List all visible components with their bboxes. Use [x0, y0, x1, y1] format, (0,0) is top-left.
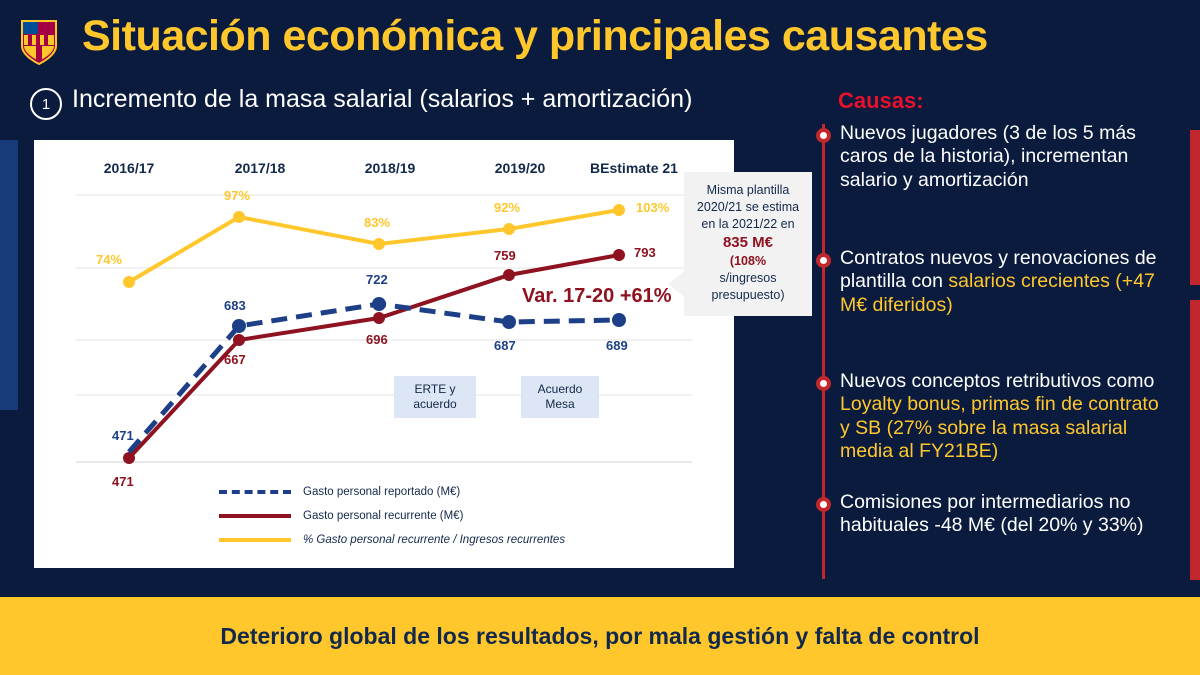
legend-item-recurrent	[219, 504, 565, 528]
cause-item-0	[840, 122, 1170, 192]
estimate-callout	[684, 172, 812, 316]
cause-bullet-0-icon	[816, 128, 831, 143]
chart-x-label-2: 2018/19	[364, 160, 416, 176]
chart-panel	[34, 140, 734, 568]
chart-legend	[219, 480, 565, 552]
chart-point-label-reported-4: 689	[606, 338, 628, 353]
legend-label-recurrent: Gasto personal recurrente (M€)	[303, 510, 464, 522]
legend-swatch-yellow-icon	[219, 538, 291, 542]
chart-point-label-pct-2: 83%	[364, 215, 391, 230]
erte-annotation	[394, 376, 476, 418]
legend-item-pct	[219, 528, 565, 552]
cause-item-1-highlight: salarios crecientes (+47 M€ diferidos)	[840, 270, 1155, 316]
chart-x-label-4: BEstimate 21	[590, 160, 678, 176]
chart-x-label-3: 2019/20	[494, 160, 546, 176]
chart-point-label-pct-3: 92%	[494, 200, 521, 215]
chart-point-label-recurrent-0: 471	[112, 474, 134, 489]
chart-point-label-reported-1: 683	[224, 298, 246, 313]
variation-annotation: Var. 17-20 +61%	[522, 285, 672, 307]
legend-label-pct: % Gasto personal recurrente / Ingresos recurrentes	[303, 534, 566, 546]
chart-point-label-reported-3: 687	[494, 338, 516, 353]
estimate-callout-note: s/ingresos presupuesto)	[711, 270, 785, 302]
right-accent-bar-top	[1190, 130, 1200, 285]
page-title: Situación económica y principales causantes	[82, 12, 988, 60]
footer-text: Deterioro global de los resultados, por mala gestión y falta de control	[220, 622, 980, 649]
chart-point-label-recurrent-1: 667	[224, 352, 246, 367]
cause-item-2-text: Nuevos conceptos retributivos como	[840, 370, 1155, 392]
chart-point-label-recurrent-4: 793	[634, 245, 656, 260]
cause-item-2	[840, 370, 1170, 464]
legend-label-reported: Gasto personal reportado (M€)	[303, 486, 461, 498]
chart-x-label-1: 2017/18	[234, 160, 286, 176]
chart-point-label-pct-1: 97%	[224, 188, 251, 203]
legend-item-reported	[219, 480, 565, 504]
footer-banner	[0, 597, 1200, 675]
cause-item-0-text: Nuevos jugadores (3 de los 5 más caros de la historia), incrementan salario y amortización	[840, 122, 1136, 191]
chart-x-label-0: 2016/17	[103, 160, 155, 176]
left-accent-bar	[0, 140, 18, 410]
chart-point-label-recurrent-3: 759	[494, 248, 516, 263]
cause-item-3	[840, 491, 1170, 538]
estimate-callout-amount: 835 M€	[722, 233, 774, 251]
causes-title: Causas:	[838, 88, 924, 113]
section-number-badge: 1	[30, 88, 62, 120]
cause-item-1	[840, 247, 1170, 317]
erte-annotation-line2: acuerdo	[413, 397, 457, 411]
chart-point-label-recurrent-2: 696	[366, 332, 388, 347]
legend-swatch-red-icon	[219, 514, 291, 518]
estimate-callout-pct: (108%	[729, 253, 767, 268]
right-accent-bar-bottom	[1190, 300, 1200, 580]
acuerdo-annotation	[521, 376, 599, 418]
cause-item-3-text: Comisiones por intermediarios no habituales -48 M€ (del 20% y 33%)	[840, 491, 1144, 537]
estimate-callout-text: Misma plantilla 2020/21 se estima en la 2021/22 en	[696, 183, 800, 231]
cause-bullet-1-icon	[816, 253, 831, 268]
acuerdo-annotation-line2: Mesa	[545, 397, 575, 411]
cause-bullet-2-icon	[816, 376, 831, 391]
cause-item-2-highlight: Loyalty bonus, primas fin de contrato y SB (27% sobre la masa salarial media al FY21BE)	[840, 393, 1159, 463]
section-subtitle: Incremento de la masa salarial (salarios + amortización)	[72, 85, 693, 113]
fcbarcelona-crest-icon	[18, 18, 60, 66]
legend-swatch-blue-icon	[219, 490, 291, 494]
cause-bullet-3-icon	[816, 497, 831, 512]
erte-annotation-line1: ERTE y	[414, 382, 456, 396]
chart-point-label-reported-0: 471	[112, 428, 134, 443]
chart-point-label-pct-4: 103%	[636, 200, 670, 215]
acuerdo-annotation-line1: Acuerdo	[537, 382, 583, 396]
header	[0, 0, 1200, 78]
chart-point-label-pct-0: 74%	[96, 252, 123, 267]
cause-item-1-text: Contratos nuevos y renovaciones de plantilla con	[840, 247, 1157, 293]
chart-point-label-reported-2: 722	[366, 272, 388, 287]
